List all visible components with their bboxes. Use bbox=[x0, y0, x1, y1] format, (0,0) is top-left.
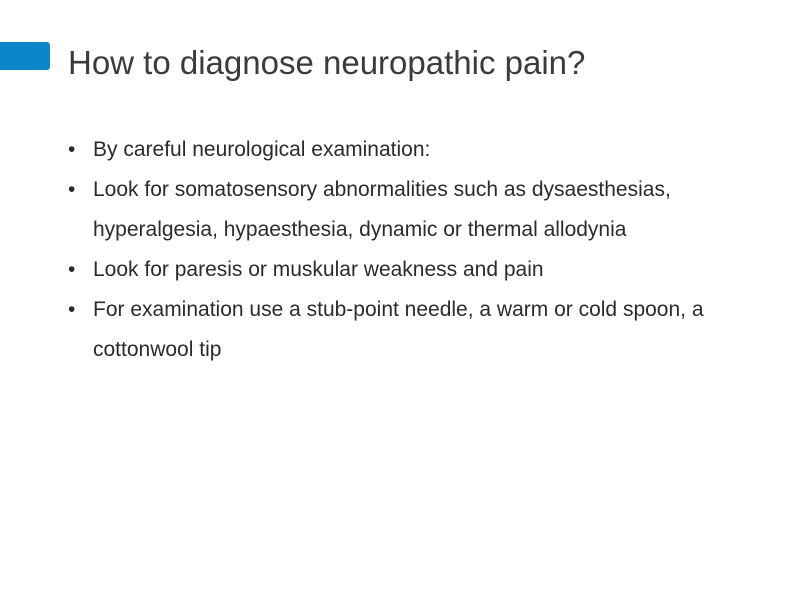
bullet-text: By careful neurological examination: bbox=[93, 138, 431, 161]
bullet-dot-icon: • bbox=[68, 298, 76, 321]
bullet-item bbox=[68, 170, 748, 250]
bullet-dot-icon: • bbox=[68, 258, 76, 281]
bullet-dot-icon: • bbox=[68, 138, 76, 161]
bullet-item bbox=[68, 290, 748, 370]
bullet-text: Look for somatosensory abnormalities such as dysaesthesias, hyperalgesia, hypaesthesia, dynamic or thermal allodynia bbox=[93, 178, 671, 241]
title-accent-bar bbox=[0, 42, 50, 70]
bullet-text: For examination use a stub-point needle, a warm or cold spoon, a cottonwool tip bbox=[93, 298, 704, 361]
bullet-item bbox=[68, 250, 748, 290]
slide-title: How to diagnose neuropathic pain? bbox=[68, 44, 586, 81]
bullet-text: Look for paresis or muskular weakness and pain bbox=[93, 258, 544, 281]
bullet-list bbox=[68, 130, 748, 370]
bullet-dot-icon: • bbox=[68, 178, 76, 201]
bullet-item bbox=[68, 130, 748, 170]
